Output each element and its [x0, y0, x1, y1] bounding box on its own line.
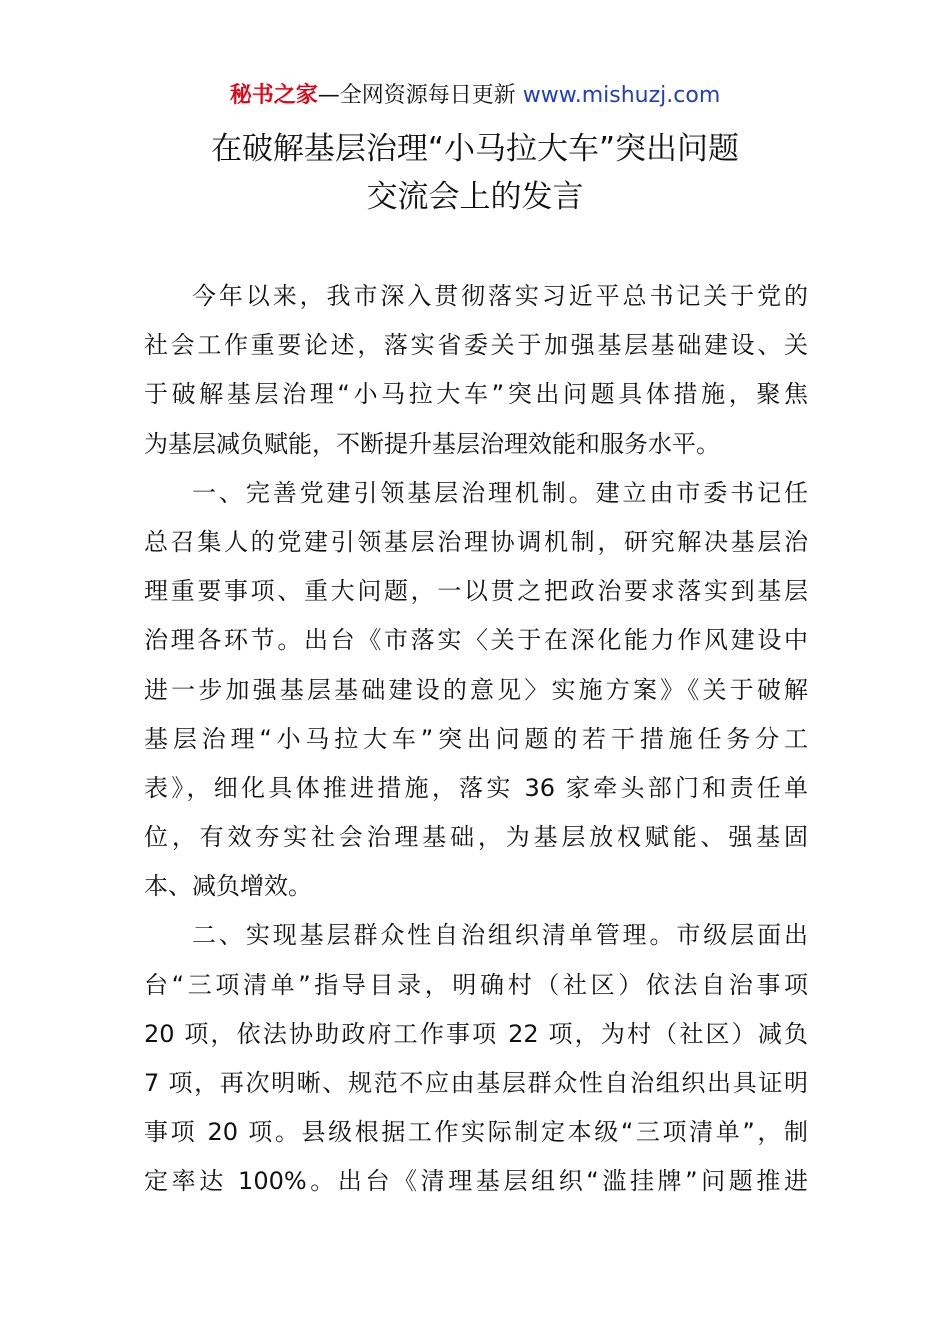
body-line: 位，有效夯实社会治理基础，为基层放权赋能、强基固 [144, 823, 808, 852]
body-line: 20 项，依法协助政府工作事项 22 项，为村（社区）减负 [144, 1019, 808, 1048]
body-line: 事项 20 项。县级根据工作实际制定本级“三项清单”，制 [144, 1118, 808, 1147]
body-line: 本、减负增效。 [144, 872, 312, 901]
site-tagline: —全网资源每日更新 [317, 83, 516, 108]
body-line: 为基层减负赋能，不断提升基层治理效能和服务水平。 [144, 429, 720, 458]
document-body [144, 272, 808, 1207]
document-title-line-1: 在破解基层治理“小马拉大车”突出问题 [210, 131, 740, 167]
body-line: 一、完善党建引领基层治理机制。建立由市委书记任 [192, 478, 808, 507]
site-brand: 秘书之家 [229, 83, 318, 108]
body-line: 今年以来，我市深入贯彻落实习近平总书记关于党的 [192, 282, 808, 310]
body-line: 二、实现基层群众性自治组织清单管理。市级层面出 [192, 921, 808, 950]
body-line: 于破解基层治理“小马拉大车”突出问题具体措施，聚焦 [144, 380, 808, 409]
document-title-line-2: 交流会上的发言 [366, 179, 584, 215]
site-url-link[interactable]: www.mishuzj.com [522, 83, 721, 108]
body-line: 表》，细化具体推进措施，落实 36 家牵头部门和责任单 [144, 773, 808, 802]
body-line: 进一步加强基层基础建设的意见〉实施方案》《关于破解 [144, 675, 808, 704]
body-line: 理重要事项、重大问题，一以贯之把政治要求落实到基层 [144, 577, 808, 606]
body-line: 社会工作重要论述，落实省委关于加强基层基础建设、关 [144, 331, 808, 360]
site-header [0, 80, 950, 112]
body-line: 基层治理“小马拉大车”突出问题的若干措施任务分工 [144, 724, 808, 753]
body-line: 总召集人的党建引领基层治理协调机制，研究解决基层治 [144, 527, 808, 556]
body-line: 台“三项清单”指导目录，明确村（社区）依法自治事项 [144, 970, 808, 999]
body-line: 7 项，再次明晰、规范不应由基层群众性自治组织出具证明 [144, 1069, 808, 1097]
body-line: 定率达 100%。出台《清理基层组织“滥挂牌”问题推进 [144, 1167, 808, 1196]
body-line: 治理各环节。出台《市落实〈关于在深化能力作风建设中 [144, 626, 808, 655]
